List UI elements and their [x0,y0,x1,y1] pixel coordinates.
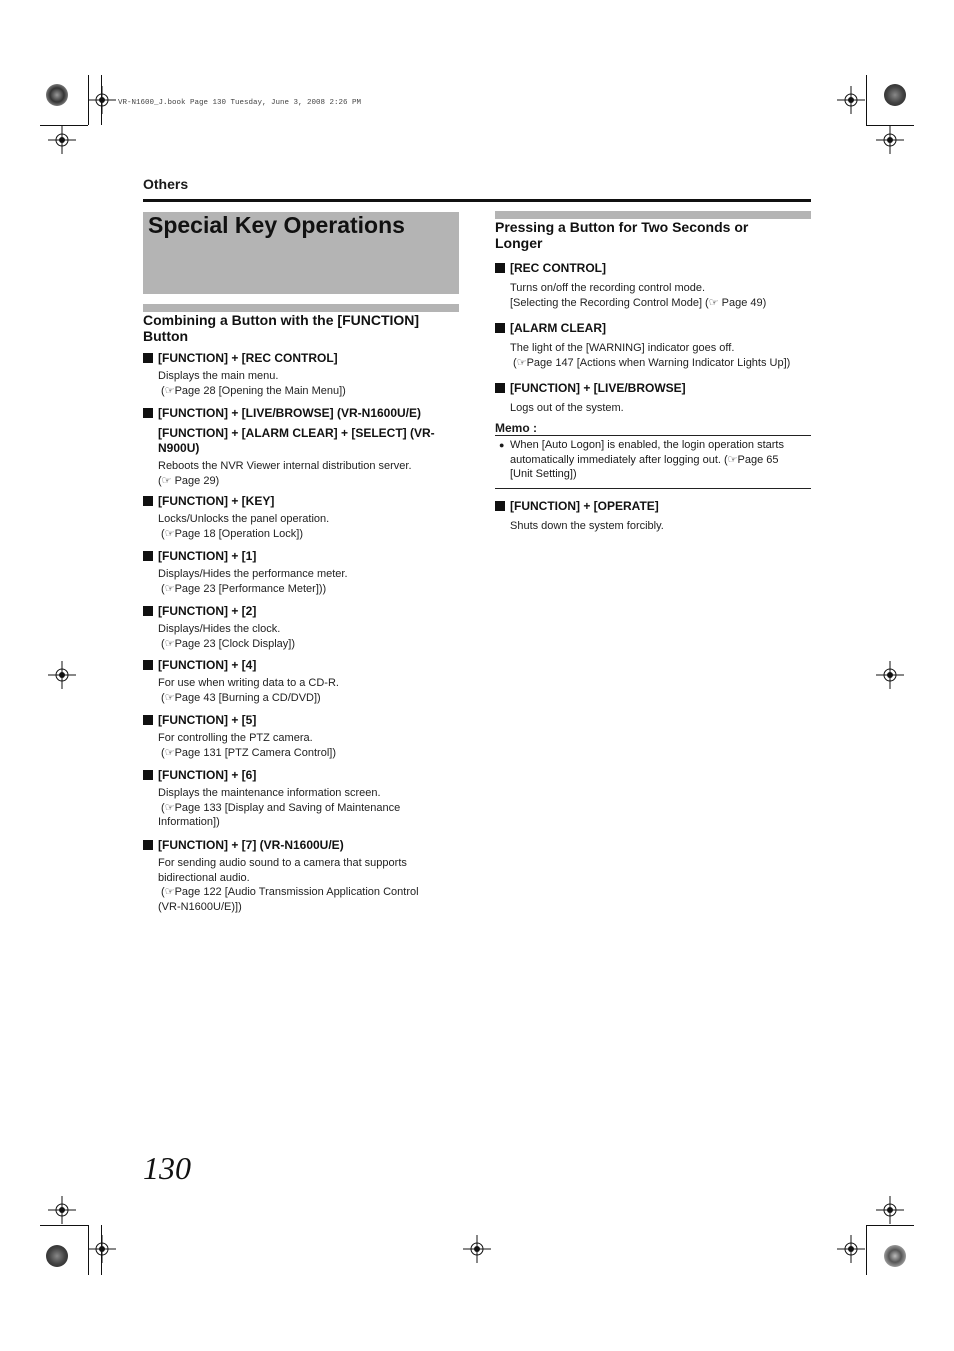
square-bullet-icon [143,551,153,561]
item-description [143,459,459,488]
description-line: (☞Page 122 [Audio Transmission Application Control [158,886,419,898]
description-line: (☞Page 131 [PTZ Camera Control]) [158,746,336,759]
registration-disk-icon [884,84,906,106]
description-line: Displays the maintenance information screen. [158,787,381,799]
square-bullet-icon [143,496,153,506]
description-line: Displays the main menu. [158,370,279,382]
item-title-text: [FUNCTION] + [OPERATE] [510,499,659,513]
item-description [143,676,459,705]
description-line: (☞Page 147 [Actions when Warning Indicator Lights Up]) [510,356,791,369]
item-title-text: [FUNCTION] + [REC CONTROL] [158,351,338,365]
description-line: Reboots the NVR Viewer internal distribution server. [158,460,412,472]
item-title [143,713,459,728]
item-title [143,494,459,509]
heading-bar [495,211,811,219]
description-line: Locks/Unlocks the panel operation. [158,513,330,525]
item-title-text: [FUNCTION] + [7] (VR-N1600U/E) [158,838,344,852]
key-operation-item [143,838,459,914]
section-divider [143,199,811,202]
right-column [495,211,811,251]
crosshair-icon [48,1196,76,1224]
key-operation-item [143,713,459,760]
section-label: Others [143,176,189,192]
square-bullet-icon [495,323,505,333]
crosshair-icon [876,126,904,154]
item-title [495,381,811,396]
crosshair-icon [88,86,116,114]
item-title [143,549,459,564]
item-description [495,341,811,370]
item-title-text: [ALARM CLEAR] [510,321,606,335]
item-title-text: [FUNCTION] + [6] [158,768,257,782]
page-number: 130 [143,1150,191,1186]
description-line: The light of the [WARNING] indicator goes off. [510,342,735,354]
description-line: Displays/Hides the clock. [158,623,281,635]
key-operation-item [495,499,811,534]
key-operation-item [143,406,459,488]
key-operation-item [495,261,811,310]
memo-top-rule [495,435,811,436]
heading-bar [143,304,459,312]
square-bullet-icon [143,715,153,725]
item-description [143,512,459,541]
description-line: (☞Page 23 [Clock Display]) [158,637,296,650]
right-heading: Pressing a Button for Two Seconds or Longer [495,219,749,251]
crop-line [866,1225,914,1226]
memo-line: When [Auto Logon] is enabled, the login operation starts [510,439,784,451]
item-title [143,768,459,783]
item-title-text: [FUNCTION] + [LIVE/BROWSE] [510,381,686,395]
square-bullet-icon [495,501,505,511]
description-line: Information]) [158,816,220,828]
item-title-text: [FUNCTION] + [KEY] [158,494,275,508]
square-bullet-icon [143,353,153,363]
item-description [143,786,459,830]
memo-bottom-rule [495,488,811,489]
item-description [495,401,811,416]
registration-disk-icon [46,84,68,106]
item-description [143,567,459,596]
file-header: VR-N1600_J.book Page 130 Tuesday, June 3, 2008 2:26 PM [118,99,362,107]
item-description [495,281,811,310]
item-description [143,369,459,398]
description-line: For sending audio sound to a camera that supports [158,857,407,869]
registration-disk-icon [884,1245,906,1267]
crosshair-icon [48,661,76,689]
memo-box [495,421,811,489]
crosshair-icon [463,1235,491,1263]
square-bullet-icon [495,383,505,393]
description-line: Shuts down the system forcibly. [510,520,664,532]
left-column [143,304,459,344]
description-line: Turns on/off the recording control mode. [510,282,706,294]
square-bullet-icon [143,606,153,616]
description-line: (☞Page 133 [Display and Saving of Maintenance [158,801,401,814]
description-line: For use when writing data to a CD-R. [158,677,339,689]
description-line: bidirectional audio. [158,871,250,884]
key-operation-item [143,658,459,705]
item-description [143,856,459,914]
key-operation-item [495,381,811,416]
memo-line: [Unit Setting]) [510,468,577,480]
square-bullet-icon [495,263,505,273]
item-description [495,519,811,534]
item-title-text: [FUNCTION] + [5] [158,713,257,727]
square-bullet-icon [143,408,153,418]
memo-body [495,438,811,482]
registration-disk-icon [46,1245,68,1267]
item-title [495,321,811,336]
crop-line [101,75,102,125]
square-bullet-icon [143,840,153,850]
memo-line: automatically immediately after logging out. (☞Page 65 [510,453,779,466]
crosshair-icon [88,1235,116,1263]
item-description [143,622,459,651]
square-bullet-icon [143,660,153,670]
crosshair-icon [876,1196,904,1224]
item-title [495,261,811,276]
square-bullet-icon [143,770,153,780]
description-line: (☞Page 28 [Opening the Main Menu]) [158,384,346,397]
item-title-text: [FUNCTION] + [1] [158,549,257,563]
title-box [143,212,459,294]
bullet-icon: ● [499,440,505,450]
description-line: (☞Page 18 [Operation Lock]) [158,527,303,540]
key-operation-item [143,351,459,398]
crosshair-icon [837,86,865,114]
crop-line [866,75,867,125]
item-description [143,731,459,760]
description-line: (☞Page 23 [Performance Meter])) [158,582,327,595]
description-line: Logs out of the system. [510,402,624,414]
page-title: Special Key Operations [148,212,405,238]
item-title [143,838,459,853]
item-title [495,499,811,514]
key-operation-item [143,768,459,830]
description-line: (VR-N1600U/E)]) [158,900,242,913]
item-title-text: [FUNCTION] + [2] [158,604,257,618]
item-title-text: [FUNCTION] + [LIVE/BROWSE] (VR-N1600U/E) [158,406,422,420]
key-operation-item [143,604,459,651]
key-operation-item [143,494,459,541]
item-title [143,604,459,619]
crosshair-icon [837,1235,865,1263]
key-operation-item [495,321,811,370]
item-title-text: [REC CONTROL] [510,261,606,275]
item-title [143,406,459,421]
item-title [143,351,459,366]
description-line: Displays/Hides the performance meter. [158,568,348,580]
crop-line [866,1225,867,1275]
crosshair-icon [48,126,76,154]
description-line: For controlling the PTZ camera. [158,732,313,744]
item-title-text: [FUNCTION] + [4] [158,658,257,672]
item-title [143,658,459,673]
key-operation-item [143,549,459,596]
left-heading: Combining a Button with the [FUNCTION] Button [143,312,420,344]
description-line: [Selecting the Recording Control Mode] (☞ Page 49) [510,296,767,309]
memo-label: Memo : [495,421,537,435]
crop-line [40,1225,88,1226]
item-title-secondary: [FUNCTION] + [ALARM CLEAR] + [SELECT] (VR-N900U) [158,426,435,455]
description-line: (☞ Page 29) [158,474,220,487]
crosshair-icon [876,661,904,689]
description-line: (☞Page 43 [Burning a CD/DVD]) [158,691,321,704]
